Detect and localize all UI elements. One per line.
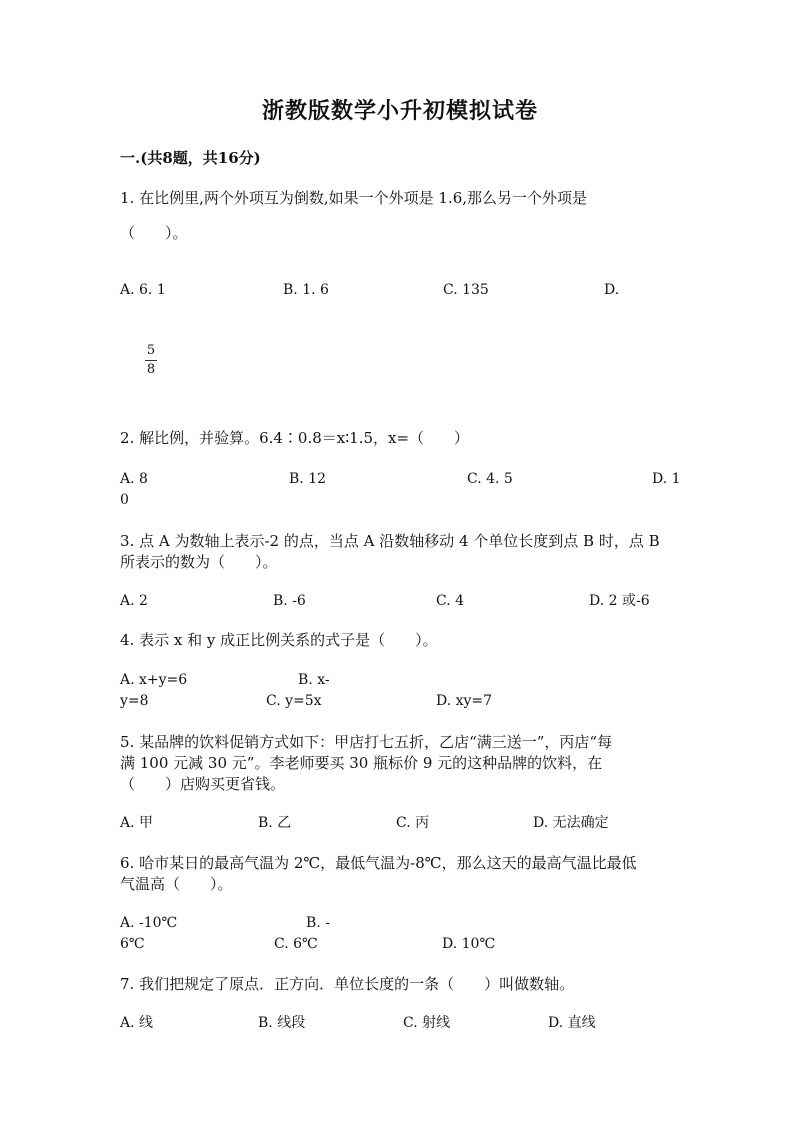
option-b: B. 乙 bbox=[258, 815, 292, 831]
option-d: D. 1 bbox=[652, 471, 681, 487]
option-a: A. 2 bbox=[120, 593, 148, 609]
option-b: B. -6 bbox=[273, 593, 306, 609]
option-a: A. -10℃ bbox=[120, 915, 178, 931]
option-c: C. 丙 bbox=[396, 815, 430, 831]
question-text: 气温高（ ）。 bbox=[120, 875, 233, 893]
option-b: B. 12 bbox=[289, 471, 327, 487]
option-b-wrap: y=8 bbox=[120, 693, 149, 709]
page-title: 浙教版数学小升初模拟试卷 bbox=[261, 98, 538, 124]
option-a: A. 8 bbox=[120, 471, 148, 487]
question-text: 1. 在比例里,两个外项互为倒数,如果一个外项是 1.6,那么另一个外项是 bbox=[120, 189, 588, 207]
question-text: 3. 点 A 为数轴上表示-2 的点，当点 A 沿数轴移动 4 个单位长度到点 B 时，点 B bbox=[120, 532, 660, 550]
question-text: 6. 哈市某日的最高气温为 2℃，最低气温为-8℃，那么这天的最高气温比最低 bbox=[120, 854, 637, 872]
option-c: C. 135 bbox=[443, 282, 489, 298]
option-d: D. xy=7 bbox=[436, 693, 493, 709]
option-d: D. 2 或-6 bbox=[589, 593, 650, 609]
option-b: B. 线段 bbox=[258, 1015, 306, 1031]
question-text: 7. 我们把规定了原点．正方向．单位长度的一条（ ）叫做数轴。 bbox=[120, 975, 575, 993]
question-text: （ ）店购买更省钱。 bbox=[120, 775, 286, 793]
fraction-numerator: 5 bbox=[146, 343, 156, 358]
option-a: A. 6. 1 bbox=[120, 282, 166, 298]
question-text: （ ）。 bbox=[120, 224, 188, 242]
option-c: C. 4. 5 bbox=[467, 471, 513, 487]
option-c: C. 4 bbox=[436, 593, 465, 609]
option-b: B. 1. 6 bbox=[283, 282, 329, 298]
question-text: 所表示的数为（ ）。 bbox=[120, 553, 278, 571]
option-a: A. 甲 bbox=[120, 815, 154, 831]
option-d: D. 10℃ bbox=[442, 936, 496, 952]
fraction-bar bbox=[145, 360, 157, 361]
option-b: B. x- bbox=[298, 672, 330, 688]
option-d: D. bbox=[604, 282, 620, 298]
question-text: 2. 解比例，并验算。6.4∶0.8＝x∶1.5，x=（ ） bbox=[120, 429, 470, 447]
option-d-wrap: 0 bbox=[120, 492, 129, 508]
option-c: C. y=5x bbox=[266, 693, 322, 709]
option-c: C. 射线 bbox=[403, 1015, 451, 1031]
fraction-denominator: 8 bbox=[146, 362, 156, 377]
option-d: D. 无法确定 bbox=[533, 815, 609, 831]
option-d: D. 直线 bbox=[548, 1015, 596, 1031]
option-b: B. - bbox=[306, 915, 330, 931]
option-a: A. x+y=6 bbox=[120, 672, 188, 688]
question-text: 4. 表示 x 和 y 成正比例关系的式子是（ ）。 bbox=[120, 631, 438, 649]
option-b-wrap: 6℃ bbox=[120, 936, 145, 952]
question-text: 5. 某品牌的饮料促销方式如下：甲店打七五折，乙店“满三送一”，丙店“每 bbox=[120, 733, 613, 751]
section-heading: 一.(共8题，共16分) bbox=[120, 149, 261, 167]
question-text: 满 100 元减 30 元”。李老师要买 30 瓶标价 9 元的这种品牌的饮料，在 bbox=[120, 754, 603, 772]
option-a: A. 线 bbox=[120, 1015, 154, 1031]
option-c: C. 6℃ bbox=[274, 936, 318, 952]
fraction bbox=[144, 344, 158, 377]
